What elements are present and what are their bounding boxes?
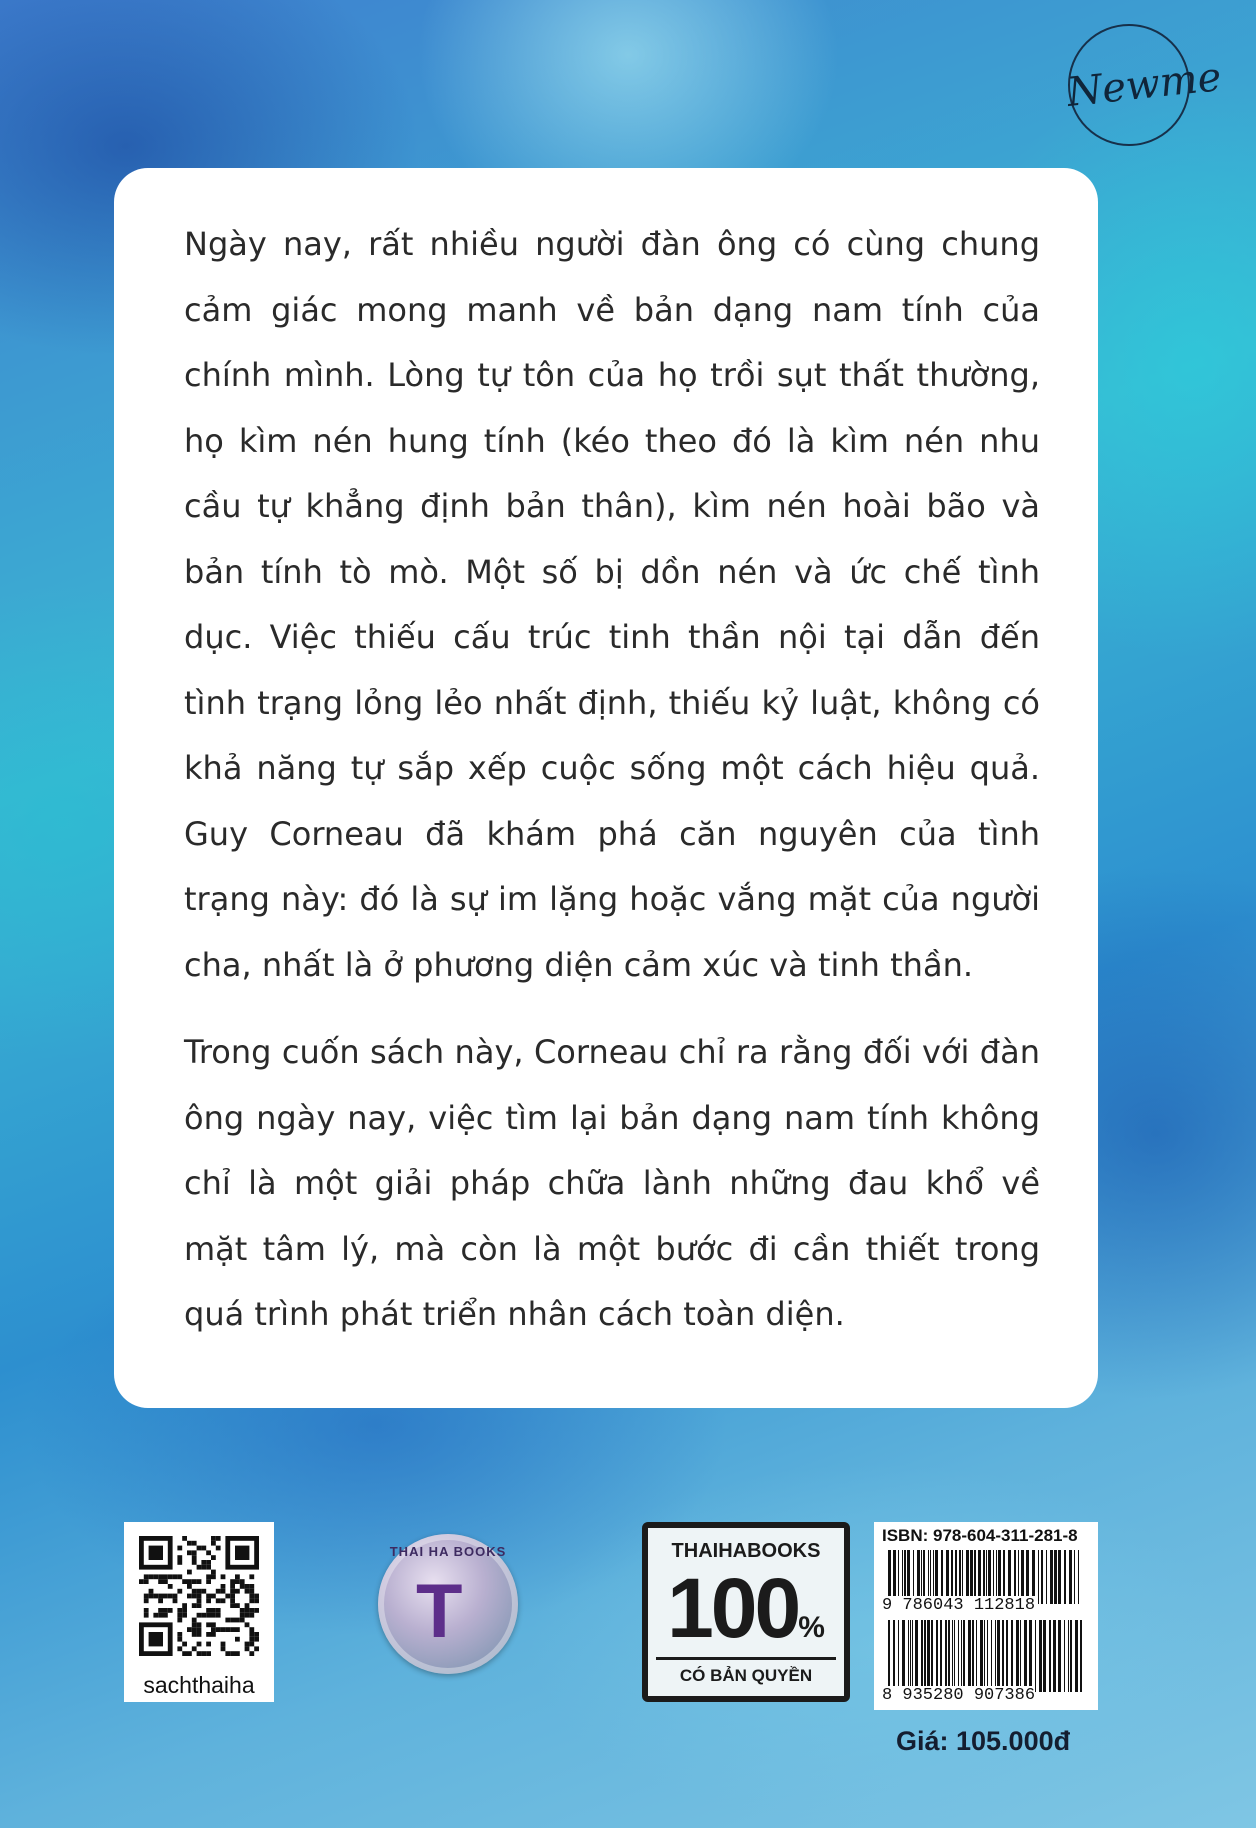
blurb-paragraph-1: Ngày nay, rất nhiều người đàn ông có cùng chung cảm giác mong manh về bản dạng nam tính của chính mình. Lòng tự tôn của họ trồi sụt thất thường, họ kìm nén hung tính (kéo theo đó là kìm nén nhu cầu tự khẳng định bản thân), kìm nén hoài bão và bản tính tò mò. Một số bị dồn nén và ức chế tình dục. Việc thiếu cấu trúc tinh thần nội tại dẫn đến tình trạng lỏng lẻo nhất định, thiếu kỷ luật, không có khả năng tự sắp xếp cuộc sống một cách hiệu quả. Guy Corneau đã khám phá căn nguyên của tình trạng này: đó là sự im lặng hoặc vắng mặt của người cha, nhất là ở phương diện cảm xúc và tinh thần. — [184, 225, 1040, 984]
copyright-badge — [642, 1522, 850, 1702]
seal-letter: T — [416, 1569, 463, 1654]
badge-number — [648, 1561, 844, 1672]
badge-brand: THAIHABOOKS — [671, 1540, 821, 1562]
isbn-barcode-number: 9 786043 112818 — [882, 1596, 1036, 1615]
blurb-card — [114, 168, 1098, 1408]
badge-number-value: 100 — [667, 1561, 799, 1655]
newme-logo-text: Newme — [1064, 54, 1224, 116]
thaiha-hologram-seal — [378, 1534, 518, 1674]
barcode-panel — [874, 1522, 1098, 1710]
isbn-text: ISBN: 978-604-311-281-8 — [882, 1526, 1078, 1545]
badge-percent: % — [798, 1611, 825, 1644]
ean-barcode — [886, 1620, 1086, 1692]
qr-code-pattern — [139, 1536, 259, 1656]
badge-caption: CÓ BẢN QUYỀN — [656, 1657, 836, 1686]
ean-barcode-number: 8 935280 907386 — [882, 1686, 1036, 1705]
newme-logo — [1064, 24, 1224, 146]
qr-code[interactable] — [124, 1522, 274, 1702]
blurb-paragraph-2: Trong cuốn sách này, Corneau chỉ ra rằng đối với đàn ông ngày nay, việc tìm lại bản dạng nam tính không chỉ là một giải pháp chữa lành những đau khổ về mặt tâm lý, mà còn là một bước đi cần thiết trong quá trình phát triển nhân cách toàn diện. — [184, 1033, 1040, 1333]
qr-label: sachthaiha — [143, 1672, 255, 1698]
price-label: Giá: 105.000đ — [896, 1726, 1071, 1756]
seal-text: THAI HA BOOKS — [389, 1544, 507, 1559]
